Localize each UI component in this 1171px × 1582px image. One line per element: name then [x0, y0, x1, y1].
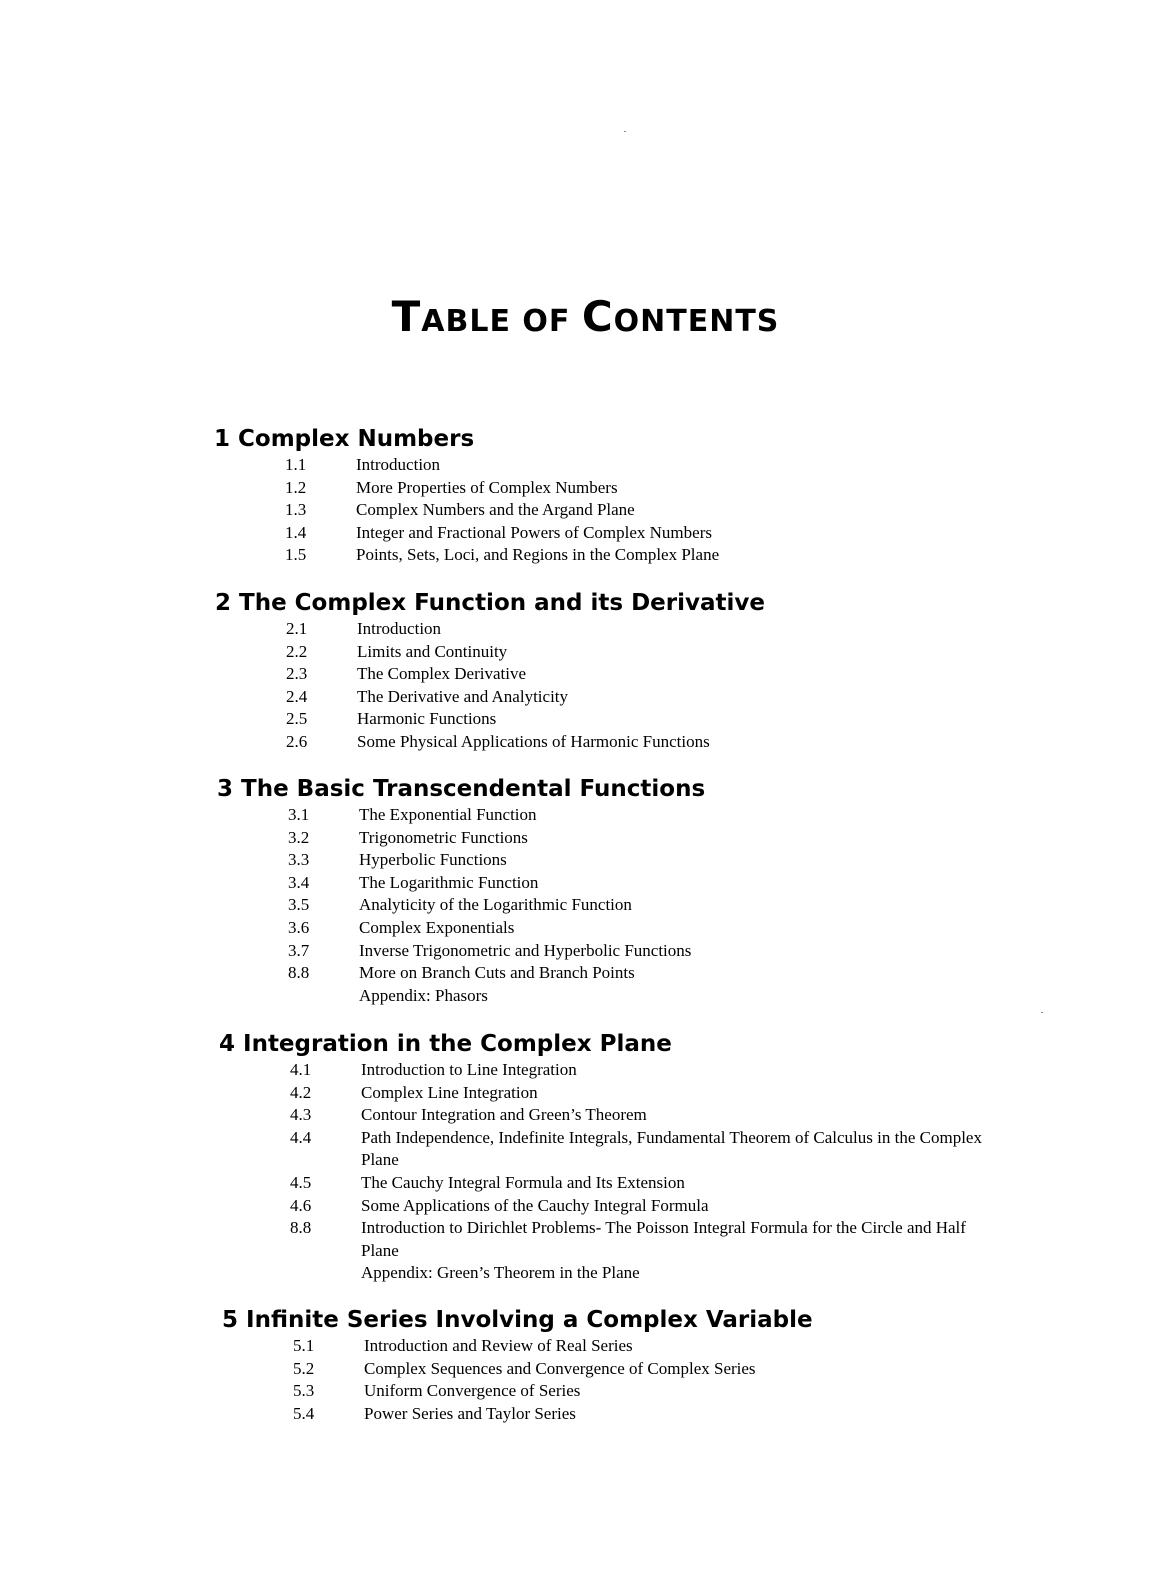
- section-number: 1.1: [285, 455, 307, 474]
- toc-entry[interactable]: [291, 1335, 813, 1358]
- chapter-entries: [284, 618, 765, 754]
- section-number: 5.2: [293, 1358, 315, 1378]
- chapter-4: [219, 1029, 1001, 1285]
- section-title: Contour Integration and Green’s Theorem: [361, 1105, 647, 1125]
- toc-entry[interactable]: [288, 1172, 1001, 1195]
- section-number: 1.5: [285, 545, 307, 565]
- section-number: 3.1: [288, 805, 310, 824]
- toc-entry[interactable]: [283, 454, 719, 477]
- section-title: Complex Numbers and the Argand Plane: [356, 500, 635, 520]
- section-title: Introduction and Review of Real Series: [364, 1336, 633, 1355]
- section-title: More Properties of Complex Numbers: [356, 477, 618, 497]
- chapter-heading: 1 Complex Numbers: [214, 426, 475, 452]
- section-number: 3.6: [288, 917, 310, 937]
- toc-entry[interactable]: [286, 940, 705, 963]
- section-number: 2.5: [286, 709, 308, 729]
- toc-entry[interactable]: [291, 1403, 813, 1426]
- toc-entry[interactable]: [288, 1195, 1001, 1218]
- section-number: 3.3: [288, 850, 310, 870]
- section-number: 3.7: [288, 940, 310, 960]
- section-title: Uniform Convergence of Series: [364, 1381, 581, 1401]
- section-title: Harmonic Functions: [357, 709, 497, 729]
- section-title: The Derivative and Analyticity: [357, 686, 569, 706]
- section-title: Points, Sets, Loci, and Regions in the Complex Plane: [356, 545, 720, 565]
- chapter-heading: 3 The Basic Transcendental Functions: [217, 776, 706, 802]
- toc-entry[interactable]: [284, 708, 765, 731]
- section-number: 2.4: [286, 686, 308, 706]
- toc-entry[interactable]: [286, 804, 705, 827]
- section-title: Some Physical Applications of Harmonic Functions: [357, 731, 710, 751]
- toc-entry[interactable]: [288, 1082, 1001, 1105]
- chapter-2: [215, 588, 765, 754]
- section-title: Introduction to Line Integration: [361, 1060, 577, 1079]
- section-number: 5.4: [293, 1403, 315, 1423]
- section-number: 4.4: [290, 1127, 312, 1147]
- section-title: Trigonometric Functions: [359, 827, 528, 847]
- title-rest-2: ONTENTS: [613, 304, 780, 339]
- title-initial-t: T: [391, 292, 422, 341]
- chapter-3: [217, 774, 705, 1007]
- section-number: 3.5: [288, 895, 310, 915]
- toc-entry[interactable]: [286, 872, 705, 895]
- section-number: 2.3: [286, 664, 308, 684]
- section-title: Appendix: Phasors: [359, 985, 488, 1005]
- chapter-heading: 2 The Complex Function and its Derivative: [215, 590, 765, 616]
- section-number: 4.2: [290, 1082, 312, 1102]
- chapter-heading: 4 Integration in the Complex Plane: [219, 1031, 672, 1057]
- chapter-heading: 5 Infinite Series Involving a Complex Variable: [222, 1307, 813, 1333]
- toc-entry[interactable]: [291, 1358, 813, 1381]
- toc-entry[interactable]: [284, 641, 765, 664]
- chapter-5: [222, 1305, 813, 1425]
- toc-entry[interactable]: [283, 522, 719, 545]
- toc-entry[interactable]: [286, 962, 705, 985]
- chapter-entries: [286, 804, 705, 1007]
- toc-entry[interactable]: [288, 1104, 1001, 1127]
- section-number: 3.2: [288, 827, 310, 847]
- title-initial-c: C: [581, 292, 614, 341]
- title-rest-1: ABLE OF: [421, 304, 582, 339]
- toc-entry[interactable]: [283, 544, 719, 567]
- section-title: Path Independence, Indefinite Integrals, Fundamental Theorem of Calculus in the Complex Plane: [361, 1127, 982, 1170]
- section-number: 5.3: [293, 1381, 315, 1401]
- section-number: 4.5: [290, 1172, 312, 1192]
- section-number: 4.6: [290, 1195, 312, 1215]
- toc-entry[interactable]: [291, 1380, 813, 1403]
- section-title: The Logarithmic Function: [359, 872, 539, 892]
- section-number: 8.8: [290, 1218, 312, 1238]
- toc-entry[interactable]: [286, 849, 705, 872]
- section-title: Inverse Trigonometric and Hyperbolic Functions: [359, 940, 692, 960]
- section-title: Introduction to Dirichlet Problems- The Poisson Integral Formula for the Circle and Half Plane: [361, 1218, 966, 1260]
- section-title: The Cauchy Integral Formula and Its Extension: [361, 1172, 685, 1192]
- section-title: Introduction: [356, 455, 441, 474]
- section-number: 1.2: [285, 477, 307, 497]
- toc-entry[interactable]: [284, 686, 765, 709]
- section-title: The Complex Derivative: [357, 664, 527, 684]
- section-number: 1.4: [285, 522, 307, 542]
- toc-entry-appendix[interactable]: [286, 985, 705, 1008]
- chapter-1: [214, 424, 719, 567]
- section-title: Hyperbolic Functions: [359, 850, 507, 870]
- section-title: The Exponential Function: [359, 805, 537, 824]
- section-number: 2.6: [286, 731, 308, 751]
- section-number: 4.1: [290, 1060, 312, 1079]
- section-number: 1.3: [285, 500, 307, 520]
- toc-entry[interactable]: [286, 827, 705, 850]
- section-number: 3.4: [288, 872, 310, 892]
- chapter-entries: [288, 1059, 1001, 1285]
- toc-entry[interactable]: [284, 731, 765, 754]
- toc-entry[interactable]: [284, 618, 765, 641]
- toc-entry[interactable]: [286, 894, 705, 917]
- section-title: Appendix: Green’s Theorem in the Plane: [361, 1263, 640, 1283]
- section-number: 4.3: [290, 1105, 312, 1125]
- toc-entry[interactable]: [283, 499, 719, 522]
- section-title: Analyticity of the Logarithmic Function: [359, 895, 632, 915]
- section-title: Complex Line Integration: [361, 1082, 538, 1102]
- section-title: Limits and Continuity: [357, 641, 508, 661]
- section-number: 2.1: [286, 619, 308, 638]
- section-title: Integer and Fractional Powers of Complex Numbers: [356, 522, 712, 542]
- chapter-entries: [283, 454, 719, 567]
- section-title: Complex Exponentials: [359, 917, 515, 937]
- section-title: More on Branch Cuts and Branch Points: [359, 963, 635, 983]
- page-title: [0, 292, 1171, 341]
- toc-entry[interactable]: [288, 1127, 1001, 1172]
- scan-speck: [624, 131, 626, 132]
- toc-entry[interactable]: [288, 1217, 1001, 1262]
- section-title: Power Series and Taylor Series: [364, 1403, 576, 1423]
- section-title: Introduction: [357, 619, 442, 638]
- section-title: Complex Sequences and Convergence of Complex Series: [364, 1358, 756, 1378]
- section-title: Some Applications of the Cauchy Integral Formula: [361, 1195, 709, 1215]
- toc-entry[interactable]: [288, 1059, 1001, 1082]
- toc-entry[interactable]: [284, 663, 765, 686]
- scan-speck: [1041, 1012, 1043, 1013]
- section-number: 2.2: [286, 641, 308, 661]
- toc-entry[interactable]: [286, 917, 705, 940]
- chapter-entries: [291, 1335, 813, 1425]
- section-number: 8.8: [288, 963, 310, 983]
- section-number: 5.1: [293, 1336, 315, 1355]
- toc-entry-appendix[interactable]: [288, 1262, 1001, 1285]
- toc-entry[interactable]: [283, 477, 719, 500]
